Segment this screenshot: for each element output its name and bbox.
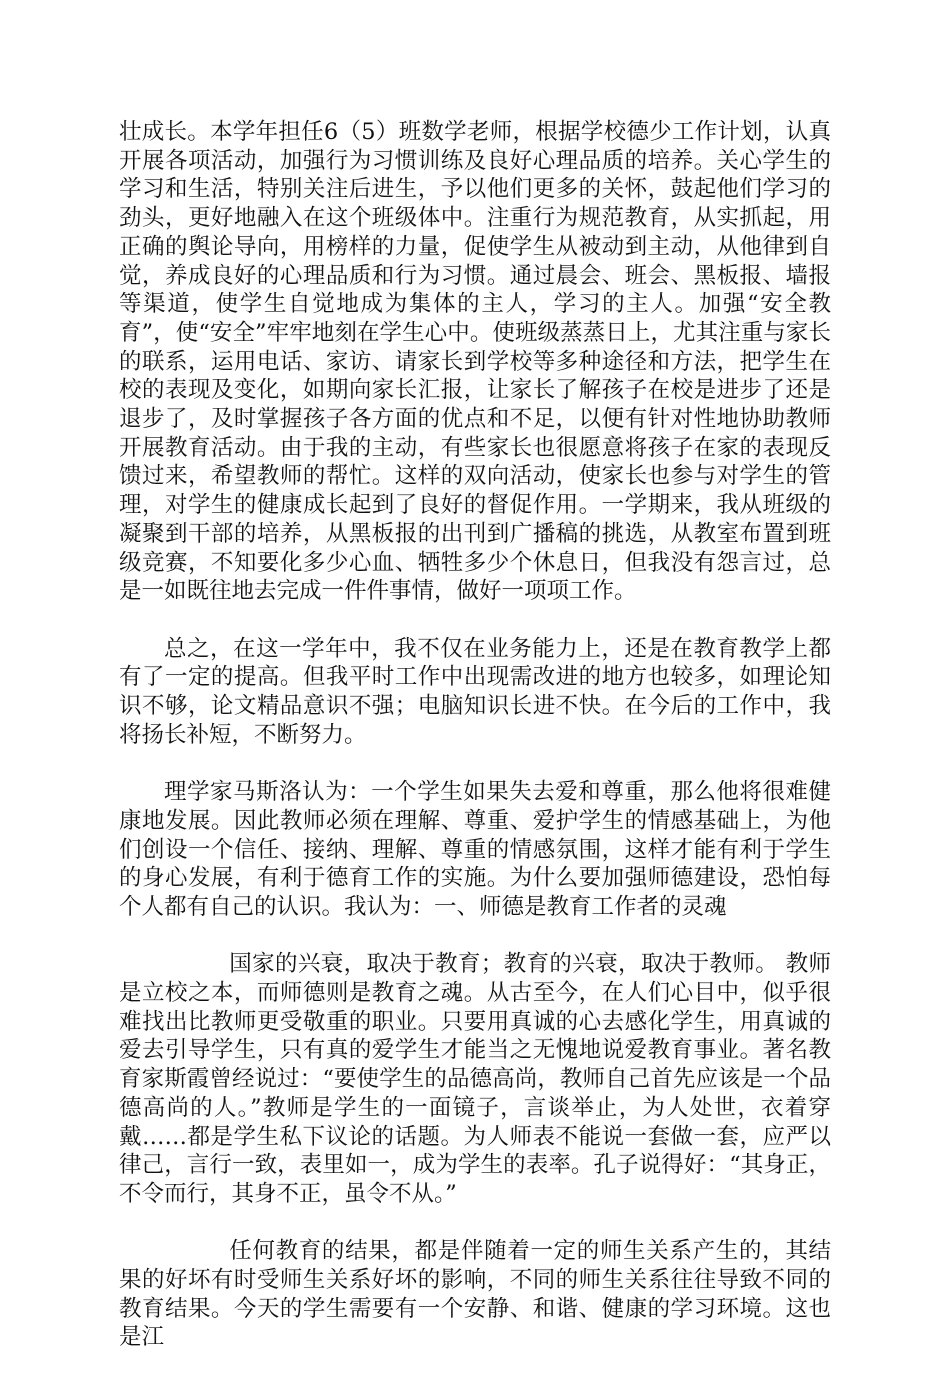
paragraph-teacher-student-relation: 任何教育的结果，都是伴随着一定的师生关系产生的，其结果的好坏有时受师生关系好坏的影响，不同的师生关系往往导致不同的教育结果。今天的学生需要有一个安静、和谐、健康的学习环境。这也是江 — [119, 1238, 831, 1351]
document-page — [119, 118, 831, 1381]
paragraph-summary: 总之，在这一学年中，我不仅在业务能力上，还是在教育教学上都有了一定的提高。但我平时工作中出现需改进的地方也较多，如理论知识不够，论文精品意识不强；电脑知识长进不快。在今后的工作中，我将扬长补短，不断努力。 — [119, 635, 831, 748]
paragraph-class-work: 壮成长。本学年担任6（5）班数学老师，根据学校德少工作计划，认真开展各项活动，加强行为习惯训练及良好心理品质的培养。关心学生的学习和生活，特别关注后进生，予以他们更多的关怀，鼓起他们学习的劲头，更好地融入在这个班级体中。注重行为规范教育，从实抓起，用正确的舆论导向，用榜样的力量，促使学生从被动到主动，从他律到自觉，养成良好的心理品质和行为习惯。通过晨会、班会、黑板报、墙报等渠道，使学生自觉地成为集体的主人，学习的主人。加强“安全教育”，使“安全”牢牢地刻在学生心中。使班级蒸蒸日上，尤其注重与家长的联系，运用电话、家访、请家长到学校等多种途径和方法，把学生在校的表现及变化，如期向家长汇报，让家长了解孩子在校是进步了还是退步了，及时掌握孩子各方面的优点和不足，以便有针对性地协助教师开展教育活动。由于我的主动，有些家长也很愿意将孩子在家的表现反馈过来，希望教师的帮忙。这样的双向活动，使家长也参与对学生的管理，对学生的健康成长起到了良好的督促作用。一学期来，我从班级的凝聚到干部的培养，从黑板报的出刊到广播稿的挑选，从教室布置到班级竞赛，不知要化多少心血、牺牲多少个休息日，但我没有怨言过，总是一如既往地去完成一件件事情，做好一项项工作。 — [119, 119, 831, 605]
paragraph-teacher-ethics: 国家的兴衰，取决于教育；教育的兴衰，取决于教师。 教师是立校之本，而师德则是教育之魂。从古至今，在人们心目中，似乎很难找出比教师更受敬重的职业。只要用真诚的心去感化学生，用真诚的爱去引导学生，只有真的爱学生才能当之无愧地说爱教育事业。著名教育家斯霞曾经说过：“要使学生的品德高尚，教师自己首先应该是一个品德高尚的人。”教师是学生的一面镜子，言谈举止，为人处世，衣着穿戴……都是学生私下议论的话题。为人师表不能说一套做一套，应严以律己，言行一致，表里如一，成为学生的表率。孔子说得好：“其身正，不令而行，其身不正，虽令不从。” — [119, 951, 831, 1207]
paragraph-maslow: 理学家马斯洛认为：一个学生如果失去爱和尊重，那么他将很难健康地发展。因此教师必须在理解、尊重、爱护学生的情感基础上，为他们创设一个信任、接纳、理解、尊重的情感氛围，这样才能有利于学生的身心发展，有利于德育工作的实施。为什么要加强师德建设，恐怕每个人都有自己的认识。我认为：一、师德是教育工作者的灵魂 — [119, 779, 831, 920]
